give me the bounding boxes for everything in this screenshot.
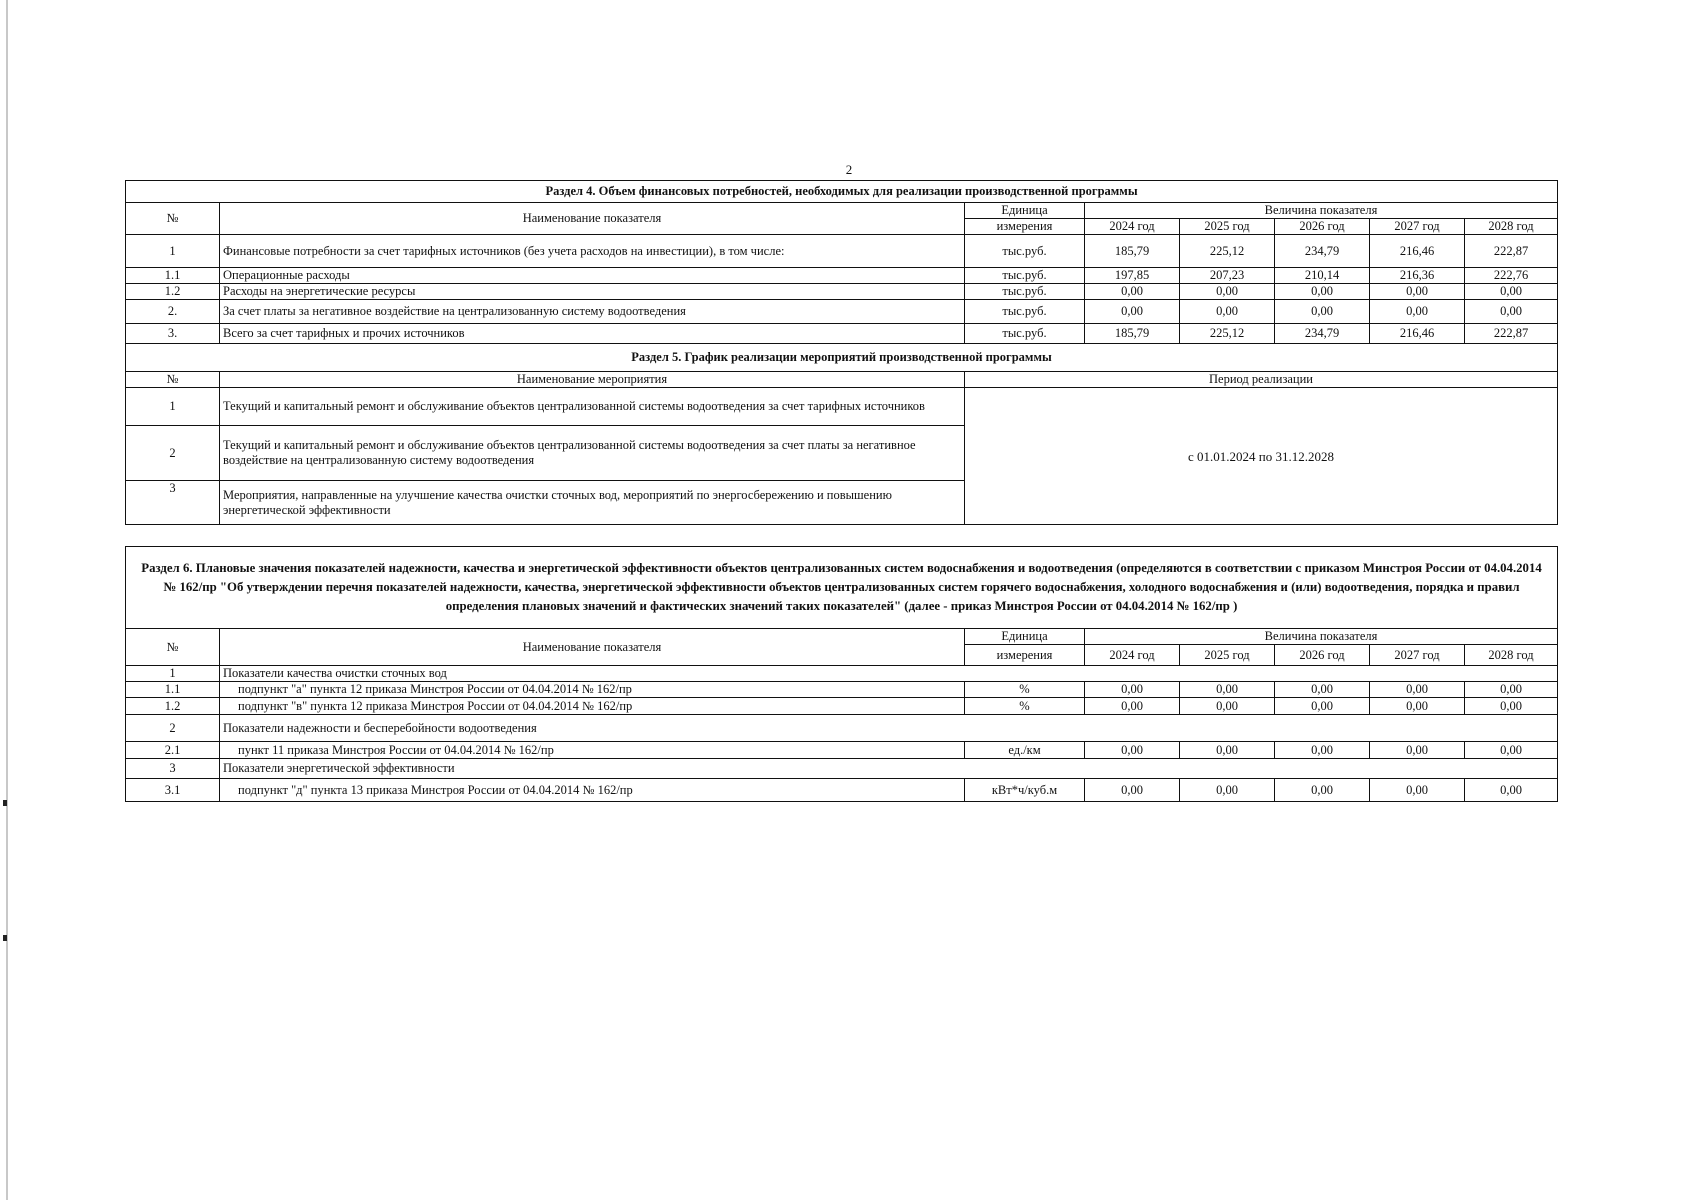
- row-value: 0,00: [1465, 300, 1558, 324]
- row-value: 0,00: [1275, 742, 1370, 759]
- row-value: 0,00: [1180, 682, 1275, 698]
- header-value: Величина показателя: [1085, 203, 1558, 219]
- row-num: 1.2: [126, 284, 220, 300]
- group-num: 2: [126, 715, 220, 742]
- group-num: 3: [126, 759, 220, 779]
- row-value: 0,00: [1465, 682, 1558, 698]
- row-num: 1.1: [126, 682, 220, 698]
- row-num: 3.1: [126, 779, 220, 802]
- group-row: [126, 715, 1558, 742]
- header-year: 2024 год: [1085, 645, 1180, 666]
- row-unit: тыс.руб.: [965, 235, 1085, 268]
- section5-title: Раздел 5. График реализации мероприятий производственной программы: [126, 344, 1558, 372]
- row-value: 0,00: [1370, 284, 1465, 300]
- group-num: 1: [126, 666, 220, 682]
- row-num: 1.2: [126, 698, 220, 715]
- row-unit: тыс.руб.: [965, 324, 1085, 344]
- row-name: подпункт "д" пункта 13 приказа Минстроя России от 04.04.2014 № 162/пр: [220, 779, 965, 802]
- row-value: 0,00: [1180, 698, 1275, 715]
- header-unit-line2: измерения: [965, 219, 1085, 235]
- row-value: 0,00: [1180, 779, 1275, 802]
- header-indicator: Наименование показателя: [220, 203, 965, 235]
- header-year: 2028 год: [1465, 645, 1558, 666]
- header-year: 2025 год: [1180, 219, 1275, 235]
- row-value: 0,00: [1370, 300, 1465, 324]
- row-value: 234,79: [1275, 324, 1370, 344]
- header-unit-line1: Единица: [965, 629, 1085, 645]
- scan-mark: [3, 800, 7, 806]
- row-num: 2.: [126, 300, 220, 324]
- scan-edge: [6, 0, 8, 1200]
- group-name: Показатели качества очистки сточных вод: [220, 666, 1558, 682]
- row-value: 0,00: [1085, 779, 1180, 802]
- row-value: 0,00: [1370, 698, 1465, 715]
- row-value: 0,00: [1465, 779, 1558, 802]
- row-name: Всего за счет тарифных и прочих источников: [220, 324, 965, 344]
- section5-header-period: Период реализации: [965, 372, 1558, 388]
- header-year: 2026 год: [1275, 645, 1370, 666]
- row-value: 0,00: [1275, 284, 1370, 300]
- header-year: 2024 год: [1085, 219, 1180, 235]
- row-value: 0,00: [1180, 284, 1275, 300]
- table-row: [126, 300, 1558, 324]
- row-value: 222,76: [1465, 268, 1558, 284]
- row-name: Операционные расходы: [220, 268, 965, 284]
- row-value: 0,00: [1085, 682, 1180, 698]
- section4-title: Раздел 4. Объем финансовых потребностей, необходимых для реализации производственной программы: [126, 181, 1558, 203]
- row-value: 197,85: [1085, 268, 1180, 284]
- row-name: подпункт "а" пункта 12 приказа Минстроя России от 04.04.2014 № 162/пр: [220, 682, 965, 698]
- row-num: 1: [126, 235, 220, 268]
- row-value: 207,23: [1180, 268, 1275, 284]
- table-row: [126, 742, 1558, 759]
- section5-header-num: №: [126, 372, 220, 388]
- row-value: 222,87: [1465, 235, 1558, 268]
- row-value: 185,79: [1085, 235, 1180, 268]
- row-value: 0,00: [1465, 742, 1558, 759]
- section6-title: Раздел 6. Плановые значения показателей надежности, качества и энергетической эффективности объектов централизованных систем водоснабжения и водоотведения (определяются в соответствии с приказом Минстроя России от 04.04.2014 № 162/пр "Об утверждении перечня показателей надежности, качества, энергетической эффективности объектов централизованных систем горячего водоснабжения, холодного водоснабжения и (или) водоотведения, порядка и правил определения плановых значений и фактических значений таких показателей" (далее - приказ Минстроя России от 04.04.2014 № 162/пр ): [126, 547, 1558, 629]
- row-value: 0,00: [1085, 698, 1180, 715]
- table-row: [126, 779, 1558, 802]
- row-value: 216,36: [1370, 268, 1465, 284]
- activity-num: 3: [126, 481, 220, 525]
- group-row: [126, 759, 1558, 779]
- header-year: 2027 год: [1370, 645, 1465, 666]
- row-value: 0,00: [1465, 698, 1558, 715]
- scan-mark: [3, 935, 7, 941]
- header-year: 2026 год: [1275, 219, 1370, 235]
- group-row: [126, 666, 1558, 682]
- table-row: [126, 682, 1558, 698]
- page-number: 2: [845, 162, 853, 177]
- row-unit: %: [965, 698, 1085, 715]
- header-value: Величина показателя: [1085, 629, 1558, 645]
- row-value: 0,00: [1085, 742, 1180, 759]
- row-name: За счет платы за негативное воздействие на централизованную систему водоотведения: [220, 300, 965, 324]
- row-value: 0,00: [1370, 779, 1465, 802]
- header-unit-line1: Единица: [965, 203, 1085, 219]
- row-unit: тыс.руб.: [965, 268, 1085, 284]
- section5-header-activity: Наименование мероприятия: [220, 372, 965, 388]
- row-num: 3.: [126, 324, 220, 344]
- activity-name: Текущий и капитальный ремонт и обслуживание объектов централизованной системы водоотведения за счет тарифных источников: [220, 388, 965, 426]
- row-value: 225,12: [1180, 324, 1275, 344]
- row-value: 0,00: [1180, 742, 1275, 759]
- row-value: 216,46: [1370, 324, 1465, 344]
- header-num: №: [126, 203, 220, 235]
- table-row: [126, 324, 1558, 344]
- activity-name: Текущий и капитальный ремонт и обслуживание объектов централизованной системы водоотведения за счет платы за негативное воздействие на централизованную систему водоотведения: [220, 426, 965, 481]
- row-name: пункт 11 приказа Минстроя России от 04.04.2014 № 162/пр: [220, 742, 965, 759]
- header-year: 2027 год: [1370, 219, 1465, 235]
- table-row: [126, 268, 1558, 284]
- row-num: 2.1: [126, 742, 220, 759]
- group-name: Показатели энергетической эффективности: [220, 759, 1558, 779]
- header-indicator: Наименование показателя: [220, 629, 965, 666]
- activity-name: Мероприятия, направленные на улучшение качества очистки сточных вод, мероприятий по энергосбережению и повышению энергетической эффективности: [220, 481, 965, 525]
- row-value: 0,00: [1465, 284, 1558, 300]
- header-num: №: [126, 629, 220, 666]
- row-value: 185,79: [1085, 324, 1180, 344]
- header-unit-line2: измерения: [965, 645, 1085, 666]
- header-year: 2028 год: [1465, 219, 1558, 235]
- row-name: Финансовые потребности за счет тарифных источников (без учета расходов на инвестиции), в том числе:: [220, 235, 965, 268]
- row-value: 225,12: [1180, 235, 1275, 268]
- group-name: Показатели надежности и бесперебойности водоотведения: [220, 715, 1558, 742]
- row-value: 0,00: [1085, 284, 1180, 300]
- row-unit: тыс.руб.: [965, 284, 1085, 300]
- row-value: 222,87: [1465, 324, 1558, 344]
- row-name: подпункт "в" пункта 12 приказа Минстроя России от 04.04.2014 № 162/пр: [220, 698, 965, 715]
- row-value: 0,00: [1275, 300, 1370, 324]
- table-row: [126, 284, 1558, 300]
- activity-num: 2: [126, 426, 220, 481]
- row-value: 0,00: [1275, 682, 1370, 698]
- row-value: 0,00: [1275, 698, 1370, 715]
- row-unit: ед./км: [965, 742, 1085, 759]
- financial-needs-table: [125, 180, 1558, 525]
- row-value: 234,79: [1275, 235, 1370, 268]
- row-value: 0,00: [1370, 682, 1465, 698]
- row-value: 210,14: [1275, 268, 1370, 284]
- row-name: Расходы на энергетические ресурсы: [220, 284, 965, 300]
- row-value: 216,46: [1370, 235, 1465, 268]
- implementation-period: с 01.01.2024 по 31.12.2028: [965, 388, 1558, 525]
- row-value: 0,00: [1180, 300, 1275, 324]
- row-unit: тыс.руб.: [965, 300, 1085, 324]
- row-unit: %: [965, 682, 1085, 698]
- row-unit: кВт*ч/куб.м: [965, 779, 1085, 802]
- row-value: 0,00: [1085, 300, 1180, 324]
- header-year: 2025 год: [1180, 645, 1275, 666]
- row-num: 1.1: [126, 268, 220, 284]
- table-row: [126, 388, 1558, 426]
- table-row: [126, 235, 1558, 268]
- row-value: 0,00: [1275, 779, 1370, 802]
- section6-table: [125, 546, 1558, 802]
- row-value: 0,00: [1370, 742, 1465, 759]
- table-row: [126, 698, 1558, 715]
- activity-num: 1: [126, 388, 220, 426]
